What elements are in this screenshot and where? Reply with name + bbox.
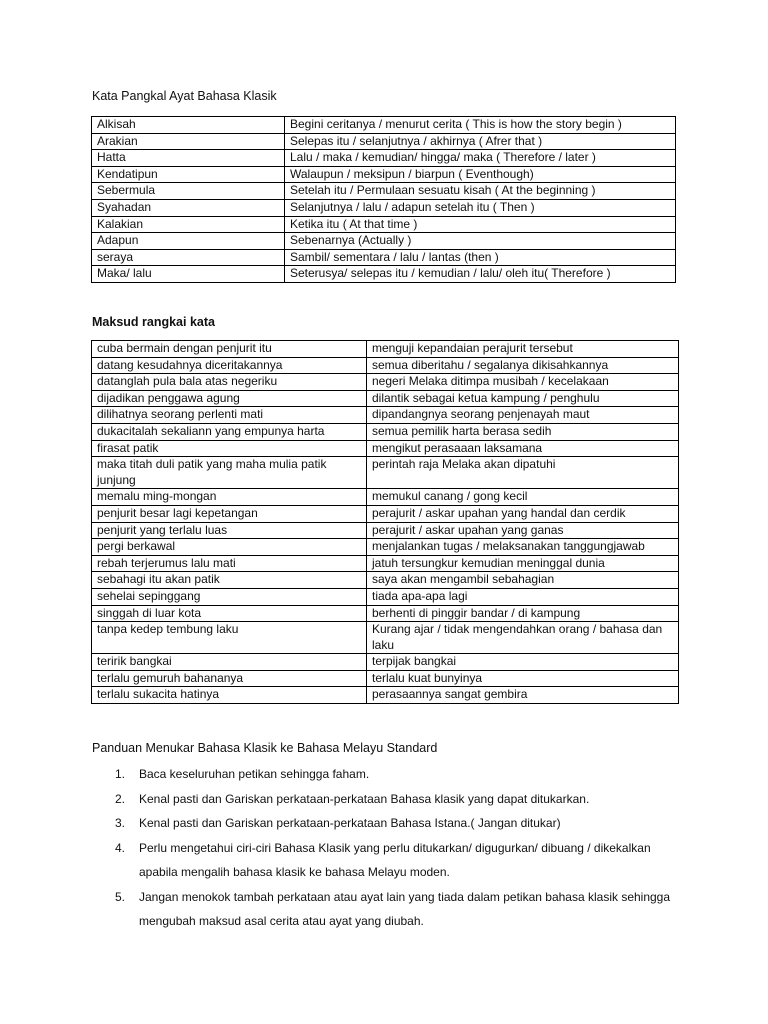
list-item [90,836,680,885]
table-row [92,133,676,150]
table-row [92,266,676,283]
table-row [92,233,676,250]
meaning-cell: terpijak bangkai [367,654,679,671]
list-item-text: Kenal pasti dan Gariskan perkataan-perkataan Bahasa Istana.( Jangan ditukar) [139,816,561,830]
list-item-number: 2. [115,791,126,806]
list-item [90,811,680,836]
table-row [92,687,679,704]
term-cell: firasat patik [92,440,367,457]
table-row [92,505,679,522]
maksud-rangkai-kata-table-body [92,341,679,704]
table-row [92,374,679,391]
term-cell: Alkisah [92,117,285,134]
meaning-cell: Setelah itu / Permulaan sesuatu kisah ( At the beginning ) [285,183,676,200]
term-cell: rebah terjerumus lalu mati [92,555,367,572]
term-cell: maka titah duli patik yang maha mulia patik junjung [92,457,367,489]
term-cell: Maka/ lalu [92,266,285,283]
section-title-panduan: Panduan Menukar Bahasa Klasik ke Bahasa Melayu Standard [92,741,438,755]
list-item [90,762,680,787]
section-title-kata-pangkal: Kata Pangkal Ayat Bahasa Klasik [92,89,277,103]
table-row [92,249,676,266]
table-row [92,440,679,457]
table-row [92,555,679,572]
meaning-cell: Lalu / maka / kemudian/ hingga/ maka ( Therefore / later ) [285,150,676,167]
table-row [92,588,679,605]
term-cell: pergi berkawal [92,539,367,556]
table-row [92,166,676,183]
term-cell: tanpa kedep tembung laku [92,622,367,654]
table-row [92,117,676,134]
term-cell: terlalu gemuruh bahananya [92,670,367,687]
table-row [92,457,679,489]
term-cell: teririk bangkai [92,654,367,671]
list-item [90,787,680,812]
term-cell: Hatta [92,150,285,167]
list-item [90,885,680,934]
term-cell: singgah di luar kota [92,605,367,622]
meaning-cell: negeri Melaka ditimpa musibah / kecelakaan [367,374,679,391]
list-item-text: Jangan menokok tambah perkataan atau ayat lain yang tiada dalam petikan bahasa klasik sehingga mengubah maksud asal cerita atau ayat yang diubah. [139,889,671,928]
table-row [92,622,679,654]
term-cell: penjurit besar lagi kepetangan [92,505,367,522]
meaning-cell: Seterusya/ selepas itu / kemudian / lalu/ oleh itu( Therefore ) [285,266,676,283]
term-cell: memalu ming-mongan [92,489,367,506]
term-cell: Syahadan [92,199,285,216]
meaning-cell: Kurang ajar / tidak mengendahkan orang / bahasa dan laku [367,622,679,654]
meaning-cell: perintah raja Melaka akan dipatuhi [367,457,679,489]
term-cell: datanglah pula bala atas negeriku [92,374,367,391]
meaning-cell: jatuh tersungkur kemudian meninggal dunia [367,555,679,572]
meaning-cell: berhenti di pinggir bandar / di kampung [367,605,679,622]
meaning-cell: Selepas itu / selanjutnya / akhirnya ( Afrer that ) [285,133,676,150]
table-row [92,572,679,589]
term-cell: terlalu sukacita hatinya [92,687,367,704]
list-item-text: Kenal pasti dan Gariskan perkataan-perkataan Bahasa klasik yang dapat ditukarkan. [139,791,590,806]
meaning-cell: semua diberitahu / segalanya dikisahkannya [367,357,679,374]
list-item-number: 4. [115,840,126,855]
list-item-text: Baca keseluruhan petikan sehingga faham. [139,767,370,781]
table-row [92,357,679,374]
term-cell: Kalakian [92,216,285,233]
meaning-cell: Selanjutnya / lalu / adapun setelah itu ( Then ) [285,199,676,216]
meaning-cell: terlalu kuat bunyinya [367,670,679,687]
table-row [92,670,679,687]
table-row [92,390,679,407]
meaning-cell: saya akan mengambil sebahagian [367,572,679,589]
meaning-cell: semua pemilik harta berasa sedih [367,423,679,440]
table-row [92,605,679,622]
meaning-cell: tiada apa-apa lagi [367,588,679,605]
term-cell: seraya [92,249,285,266]
term-cell: dijadikan penggawa agung [92,390,367,407]
meaning-cell: menguji kepandaian perajurit tersebut [367,341,679,358]
meaning-cell: Begini ceritanya / menurut cerita ( This is how the story begin ) [285,117,676,134]
term-cell: datang kesudahnya diceritakannya [92,357,367,374]
meaning-cell: Ketika itu ( At that time ) [285,216,676,233]
list-item-text: Perlu mengetahui ciri-ciri Bahasa Klasik yang perlu ditukarkan/ digugurkan/ dibuang / dikekalkan apabila mengalih bahasa klasik ke bahasa Melayu moden. [139,840,651,879]
kata-pangkal-table-body [92,117,676,283]
term-cell: dilihatnya seorang perlenti mati [92,407,367,424]
meaning-cell: menjalankan tugas / melaksanakan tanggungjawab [367,539,679,556]
term-cell: penjurit yang terlalu luas [92,522,367,539]
term-cell: Arakian [92,133,285,150]
meaning-cell: perasaannya sangat gembira [367,687,679,704]
section-title-maksud-rangkai-kata: Maksud rangkai kata [92,315,215,329]
table-row [92,183,676,200]
meaning-cell: dilantik sebagai ketua kampung / penghulu [367,390,679,407]
maksud-rangkai-kata-table [91,340,679,704]
meaning-cell: mengikut perasaaan laksamana [367,440,679,457]
list-item-number: 3. [115,816,126,830]
meaning-cell: Sambil/ sementara / lalu / lantas (then ) [285,249,676,266]
table-row [92,341,679,358]
list-item-number: 1. [115,767,126,781]
meaning-cell: memukul canang / gong kecil [367,489,679,506]
table-row [92,489,679,506]
table-row [92,150,676,167]
table-row [92,522,679,539]
meaning-cell: perajurit / askar upahan yang handal dan cerdik [367,505,679,522]
panduan-steps-list [90,762,680,934]
meaning-cell: Sebenarnya (Actually ) [285,233,676,250]
term-cell: Kendatipun [92,166,285,183]
table-row [92,539,679,556]
meaning-cell: dipandangnya seorang penjenayah maut [367,407,679,424]
term-cell: Sebermula [92,183,285,200]
term-cell: Adapun [92,233,285,250]
table-row [92,423,679,440]
list-item-number: 5. [115,889,126,904]
meaning-cell: Walaupun / meksipun / biarpun ( Eventhough) [285,166,676,183]
term-cell: sebahagi itu akan patik [92,572,367,589]
term-cell: cuba bermain dengan penjurit itu [92,341,367,358]
meaning-cell: perajurit / askar upahan yang ganas [367,522,679,539]
kata-pangkal-table [91,116,676,283]
table-row [92,407,679,424]
term-cell: dukacitalah sekaliann yang empunya harta [92,423,367,440]
table-row [92,216,676,233]
table-row [92,199,676,216]
table-row [92,654,679,671]
term-cell: sehelai sepinggang [92,588,367,605]
